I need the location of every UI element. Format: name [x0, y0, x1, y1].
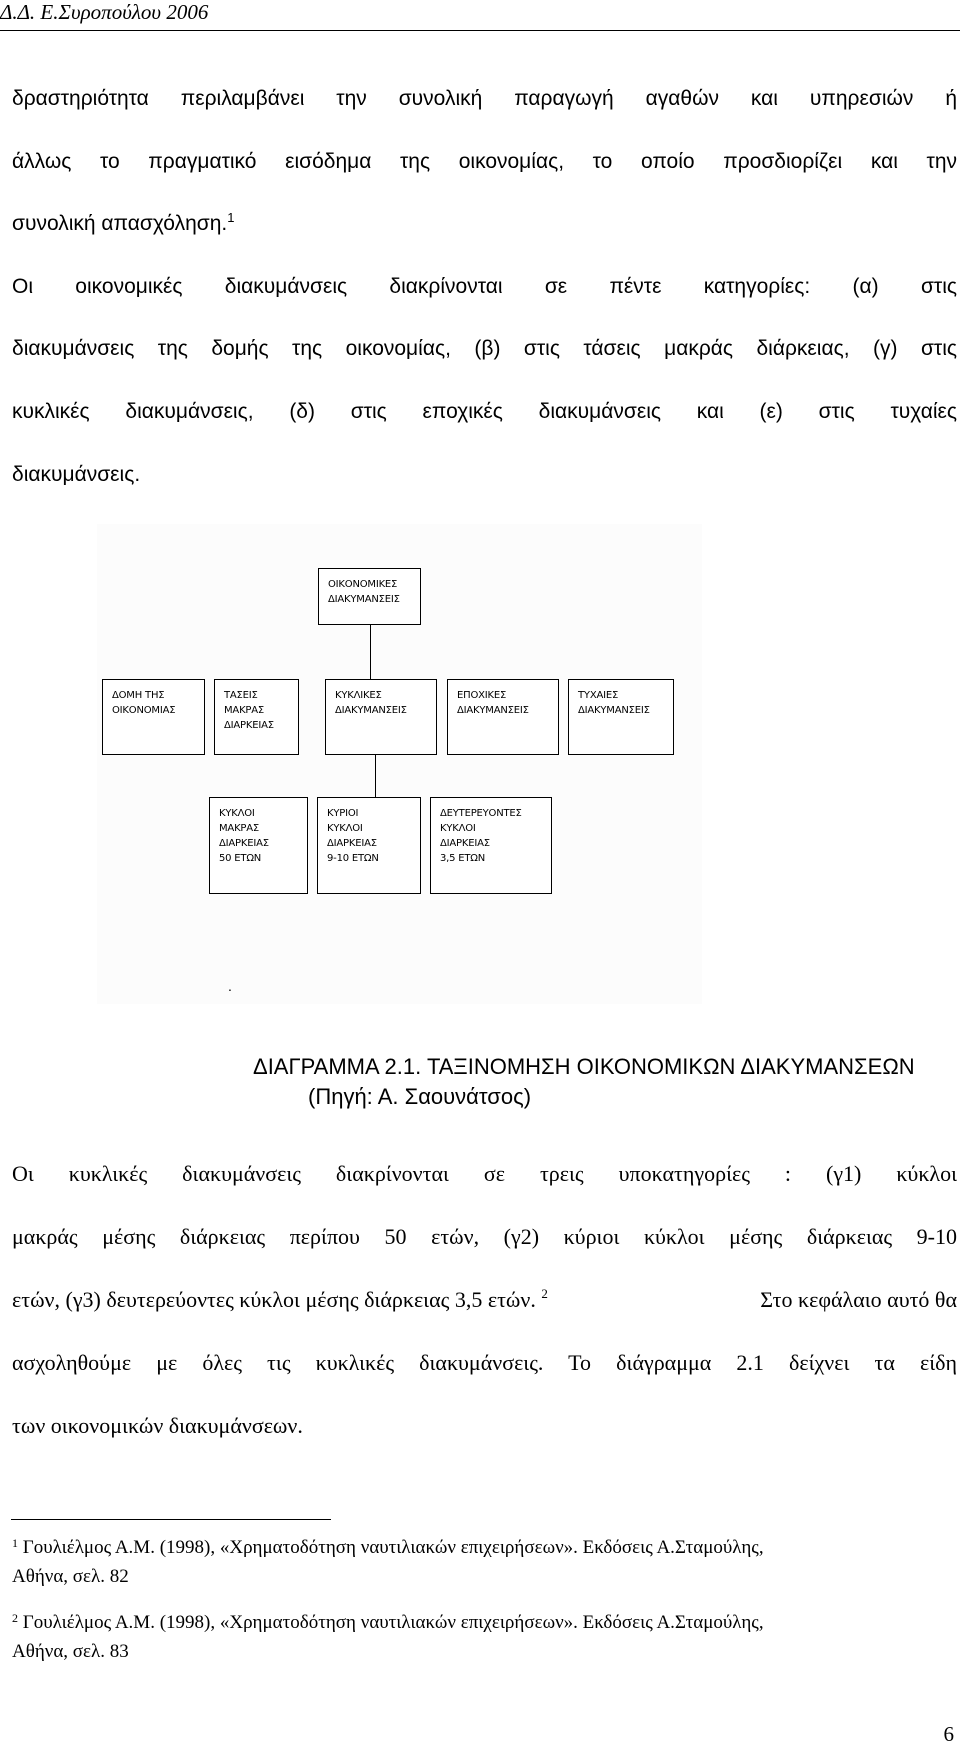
- footnote-1: [12, 1533, 957, 1591]
- footnote-1-line2: Αθήνα, σελ. 82: [12, 1566, 129, 1587]
- footnote-1-line1: [12, 1533, 957, 1562]
- diagram-box-long-cycles: ΚΥΚΛΟΙ ΜΑΚΡΑΣ ΔΙΑΡΚΕΙΑΣ 50 ΕΤΩΝ: [209, 797, 308, 894]
- diagram-source: (Πηγή: Α. Σαουνάτσος): [308, 1084, 532, 1109]
- diagram-box-trends: ΤΑΣΕΙΣ ΜΑΚΡΑΣ ΔΙΑΡΚΕΙΑΣ: [214, 679, 299, 755]
- para3-line5: των οικονομικών διακυμάνσεων.: [12, 1413, 303, 1438]
- footnote-2-line1: [12, 1608, 957, 1637]
- para3-line1: Οι κυκλικές διακυμάνσεις διακρίνονται σε τρεις υποκατηγορίες : (γ1) κύκλοι: [12, 1161, 957, 1186]
- header-rule: [0, 30, 960, 31]
- para2-line1: Οι οικονομικές διακυμάνσεις διακρίνονται σε πέντε κατηγορίες: (α) στις: [12, 275, 957, 298]
- para2-line2: διακυμάνσεις της δομής της οικονομίας, (β) στις τάσεις μακράς διάρκειας, (γ) στις: [12, 337, 957, 360]
- footnote-2-number: 2: [12, 1611, 18, 1625]
- para3-line4: ασχοληθούμε με όλες τις κυκλικές διακυμάνσεις. Το διάγραμμα 2.1 δείχνει τα είδη: [12, 1350, 957, 1375]
- diagram-box-structure: ΔΟΜΗ ΤΗΣ ΟΙΚΟΝΟΜΙΑΣ: [102, 679, 205, 755]
- diagram-caption: ΔΙΑΓΡΑΜΜΑ 2.1. ΤΑΞΙΝΟΜΗΣΗ ΟΙΚΟΝΟΜΙΚΩΝ ΔΙΑΚΥΜΑΝΣΕΩΝ: [253, 1054, 915, 1079]
- diagram-box-cyclical: ΚΥΚΛΙΚΕΣ ΔΙΑΚΥΜΑΝΣΕΙΣ: [325, 679, 437, 755]
- footnote-2-text: Γουλιέλμος Α.Μ. (1998), «Χρηματοδότηση ναυτιλιακών επιχειρήσεων». Εκδόσεις Α.Σταμούλης,: [22, 1612, 764, 1633]
- diagram-root-box: ΟΙΚΟΝΟΜΙΚΕΣ ΔΙΑΚΥΜΑΝΣΕΙΣ: [318, 568, 421, 625]
- para1-last: [12, 211, 957, 237]
- page-header: Δ.Δ. Ε.Συροπούλου 2006: [0, 0, 209, 24]
- para2-line3: κυκλικές διακυμάνσεις, (δ) στις εποχικές διακυμάνσεις και (ε) στις τυχαίες: [12, 400, 957, 423]
- para3-line3: [12, 1287, 957, 1313]
- page-number: 6: [943, 1722, 954, 1746]
- para2-last: διακυμάνσεις.: [12, 463, 141, 486]
- diagram-box-seasonal: ΕΠΟΧΙΚΕΣ ΔΙΑΚΥΜΑΝΣΕΙΣ: [447, 679, 559, 755]
- para3-line3-text: ετών, (γ3) δευτερεύοντες κύκλοι μέσης διάρκειας 3,5 ετών.: [12, 1287, 536, 1312]
- connector-root: [370, 625, 371, 679]
- para3-line3-part1: [12, 1287, 548, 1313]
- diagram-box-main-cycles: ΚΥΡΙΟΙ ΚΥΚΛΟΙ ΔΙΑΡΚΕΙΑΣ 9-10 ΕΤΩΝ: [317, 797, 421, 894]
- connector-cyclical: [375, 755, 376, 797]
- footnote-2-line2: Αθήνα, σελ. 83: [12, 1641, 129, 1662]
- para1-line1: δραστηριότητα περιλαμβάνει την συνολική παραγωγή αγαθών και υπηρεσιών ή: [12, 87, 957, 110]
- para1-last-text: συνολική απασχόληση.: [12, 212, 228, 235]
- footnote-1-number: 1: [12, 1536, 18, 1550]
- diagram-dot: .: [228, 978, 232, 994]
- footnote-ref-2: 2: [541, 1286, 548, 1301]
- diagram-box-secondary-cycles: ΔΕΥΤΕΡΕΥΟΝΤΕΣ ΚΥΚΛΟΙ ΔΙΑΡΚΕΙΑΣ 3,5 ΕΤΩΝ: [430, 797, 552, 894]
- para1-line2: άλλως το πραγματικό εισόδημα της οικονομίας, το οποίο προσδιορίζει και την: [12, 150, 957, 173]
- para3-line2: μακράς μέσης διάρκειας περίπου 50 ετών, (γ2) κύριοι κύκλοι μέσης διάρκειας 9-10: [12, 1224, 957, 1249]
- diagram-box-random: ΤΥΧΑΙΕΣ ΔΙΑΚΥΜΑΝΣΕΙΣ: [568, 679, 674, 755]
- footnote-ref-1: 1: [227, 210, 235, 225]
- footnote-1-text: Γουλιέλμος Α.Μ. (1998), «Χρηματοδότηση ναυτιλιακών επιχειρήσεων». Εκδόσεις Α.Σταμούλης,: [22, 1537, 764, 1558]
- para3-line3-part2: Στο κεφάλαιο αυτό θα: [760, 1287, 957, 1312]
- footnote-2: [12, 1608, 957, 1666]
- footnote-rule: [11, 1519, 331, 1520]
